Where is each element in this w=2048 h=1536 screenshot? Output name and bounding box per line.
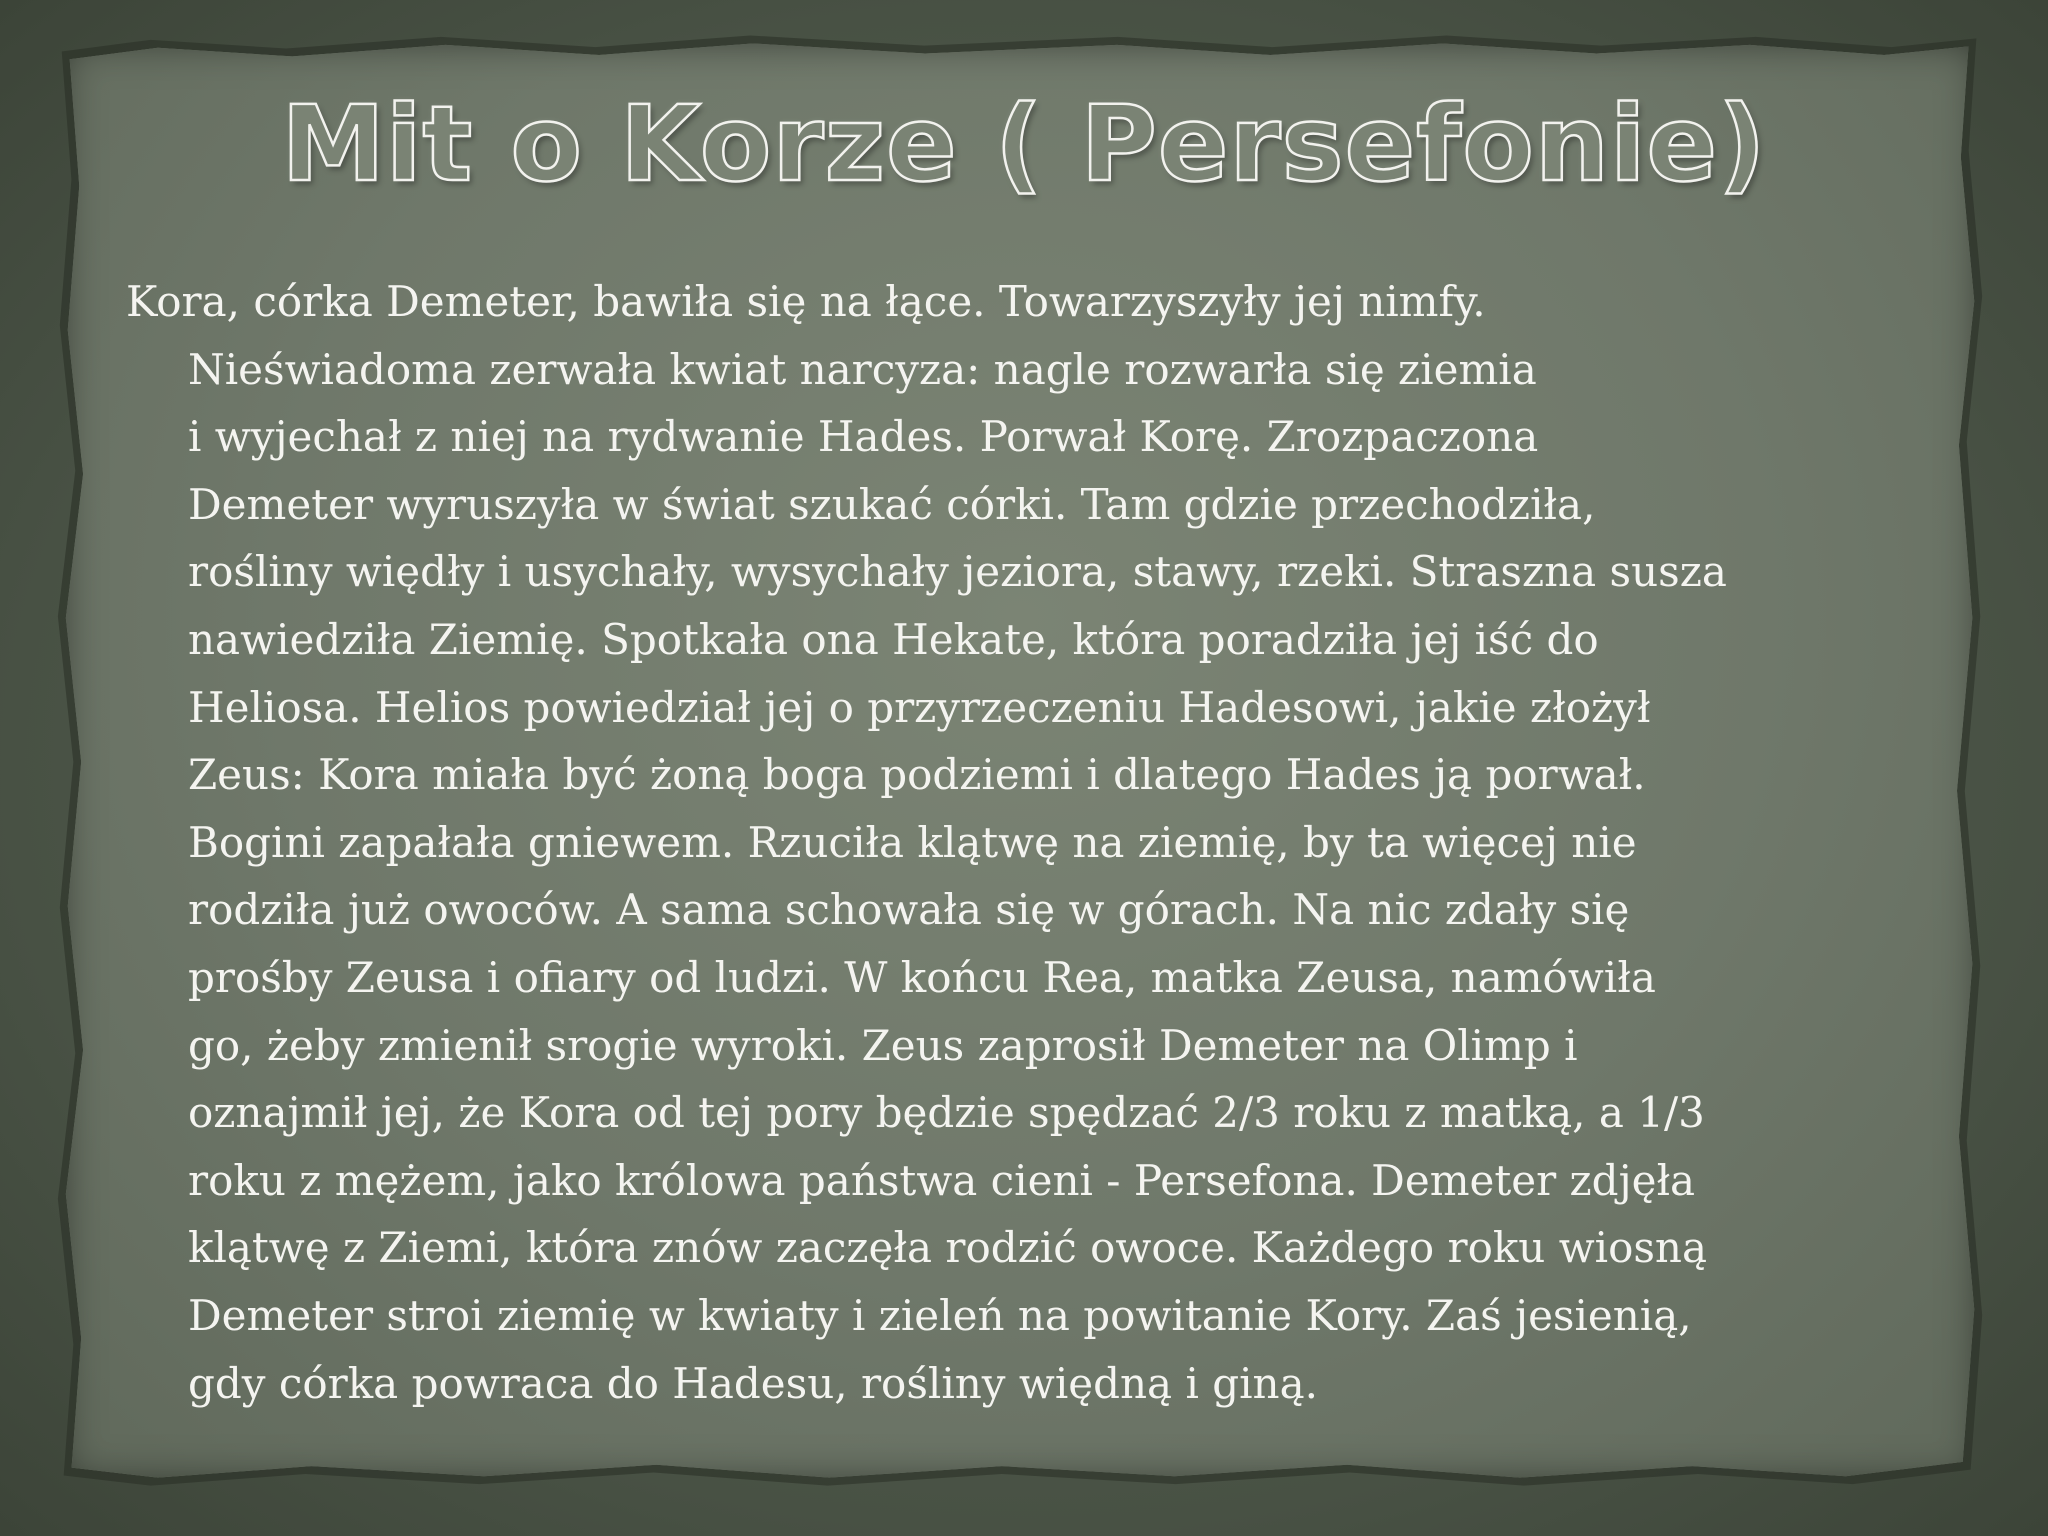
body-line: i wyjechał z niej na rydwanie Hades. Porwał Korę. Zrozpaczona [188, 412, 1539, 462]
body-line: Demeter stroi ziemię w kwiaty i zieleń na powitanie Kory. Zaś jesienią, [188, 1290, 1692, 1340]
body-line: Zeus: Kora miała być żoną boga podziemi i dlatego Hades ją porwał. [188, 750, 1646, 800]
body-line: go, żeby zmienił srogie wyroki. Zeus zaprosił Demeter na Olimp i [188, 1020, 1578, 1070]
body-line: oznajmił jej, że Kora od tej pory będzie spędzać 2/3 roku z matką, a 1/3 [188, 1088, 1705, 1138]
slide-body [126, 268, 1946, 1417]
body-line: roku z mężem, jako królowa państwa cieni - Persefona. Demeter zdjęła [188, 1155, 1696, 1205]
body-line: Demeter wyruszyła w świat szukać córki. Tam gdzie przechodziła, [188, 479, 1596, 529]
body-line: prośby Zeusa i ofiary od ludzi. W końcu Rea, matka Zeusa, namówiła [188, 952, 1656, 1002]
body-line: Nieświadoma zerwała kwiat narcyza: nagle rozwarła się ziemia [188, 344, 1537, 394]
body-line: Bogini zapałała gniewem. Rzuciła klątwę na ziemię, by ta więcej nie [188, 817, 1637, 867]
body-line: rodziła już owoców. A sama schowała się w górach. Na nic zdały się [188, 885, 1630, 935]
body-line: Heliosa. Helios powiedział jej o przyrzeczeniu Hadesowi, jakie złożył [188, 682, 1651, 732]
body-line: klątwę z Ziemi, która znów zaczęła rodzić owoce. Każdego roku wiosną [188, 1223, 1708, 1273]
slide-title: Mit o Korze ( Persefonie) [281, 83, 1767, 205]
body-line: nawiedziła Ziemię. Spotkała ona Hekate, która poradziła jej iść do [188, 614, 1599, 664]
body-line: rośliny więdły i usychały, wysychały jeziora, stawy, rzeki. Straszna susza [188, 547, 1727, 597]
body-line: Kora, córka Demeter, bawiła się na łące. Towarzyszyły jej nimfy. [126, 277, 1486, 326]
body-line: gdy córka powraca do Hadesu, rośliny więdną i giną. [188, 1358, 1318, 1408]
